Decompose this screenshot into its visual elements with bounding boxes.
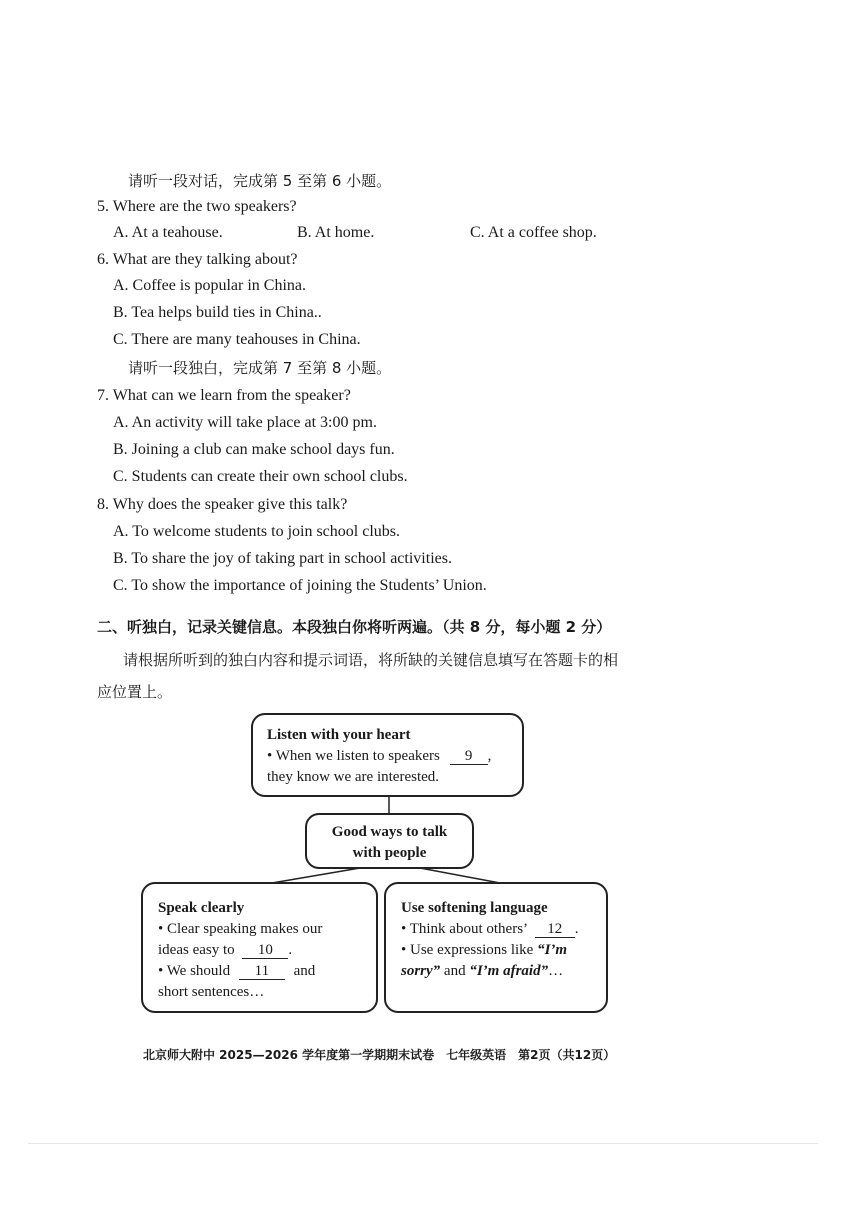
q5-option-b: B. At home. <box>297 224 375 241</box>
q6-stem: 6. What are they talking about? <box>97 251 298 268</box>
q7-option-b: B. Joining a club can make school days fun. <box>113 441 395 458</box>
top-box-comma: , <box>487 748 492 764</box>
q8-stem: 8. Why does the speaker give this talk? <box>97 496 348 513</box>
quote-im-afraid: “I’m afraid” <box>469 963 549 979</box>
quote-sorry: sorry” <box>401 963 441 979</box>
right-box-period: . <box>574 921 579 937</box>
q5-stem: 5. Where are the two speakers? <box>97 198 297 215</box>
blank-11: 11 <box>239 963 285 980</box>
top-box-line1: • When we listen to speakers <box>267 748 440 764</box>
left-box-line4: short sentences… <box>158 984 265 1000</box>
right-box-ellipsis: … <box>548 963 564 979</box>
blank-10: 10 <box>242 942 288 959</box>
page-footer: 北京师大附中 2025—2026 学年度第一学期期末试卷 七年级英语 第2页（共12页） <box>143 1048 616 1062</box>
right-box-line2: • Use expressions like <box>401 942 534 958</box>
q5-option-a: A. At a teahouse. <box>113 224 223 241</box>
q7-option-c: C. Students can create their own school clubs. <box>113 468 408 485</box>
right-box-line1: • Think about others’ <box>401 921 527 937</box>
right-box-and: and <box>443 963 466 979</box>
good-ways-box <box>305 813 474 869</box>
bottom-divider <box>28 1143 818 1144</box>
left-box-title: Speak clearly <box>158 900 245 916</box>
speak-clearly-box <box>141 882 378 1013</box>
q6-option-b: B. Tea helps build ties in China.. <box>113 304 322 321</box>
top-box-line2: they know we are interested. <box>267 769 440 785</box>
section2-heading: 二、听独白，记录关键信息。本段独白你将听两遍。（共 8 分，每小题 2 分） <box>97 618 612 636</box>
top-box-title: Listen with your heart <box>267 727 411 743</box>
monologue-instruction: 请听一段独白，完成第 7 至第 8 小题。 <box>128 359 392 377</box>
softening-language-box <box>384 882 608 1013</box>
q6-option-a: A. Coffee is popular in China. <box>113 277 307 294</box>
blank-12: 12 <box>535 921 575 938</box>
quote-im-a: “I’m <box>537 942 568 958</box>
q8-option-c: C. To show the importance of joining the Students’ Union. <box>113 577 487 594</box>
center-box-line1: Good ways to talk <box>331 824 448 840</box>
q6-option-c: C. There are many teahouses in China. <box>113 331 361 348</box>
blank-9: 9 <box>450 748 488 765</box>
right-box-title: Use softening language <box>401 900 548 916</box>
left-box-line1: • Clear speaking makes our <box>158 921 323 937</box>
section2-instruction-line1: 请根据所听到的独白内容和提示词语，将所缺的关键信息填写在答题卡的相 <box>123 651 619 669</box>
q8-option-a: A. To welcome students to join school clubs. <box>113 523 400 540</box>
q8-option-b: B. To share the joy of taking part in school activities. <box>113 550 452 567</box>
section2-instruction-line2: 应位置上。 <box>97 683 173 701</box>
q7-option-a: A. An activity will take place at 3:00 pm. <box>113 414 377 431</box>
left-box-line2: ideas easy to <box>158 942 235 958</box>
q5-option-c: C. At a coffee shop. <box>470 224 597 241</box>
left-box-and: and <box>293 963 316 979</box>
left-box-period: . <box>288 942 293 958</box>
center-box-line2: with people <box>352 845 427 861</box>
listen-with-heart-box <box>251 713 524 797</box>
q7-stem: 7. What can we learn from the speaker? <box>97 387 351 404</box>
dialog-instruction: 请听一段对话，完成第 5 至第 6 小题。 <box>128 172 392 190</box>
left-box-line3: • We should <box>158 963 231 979</box>
